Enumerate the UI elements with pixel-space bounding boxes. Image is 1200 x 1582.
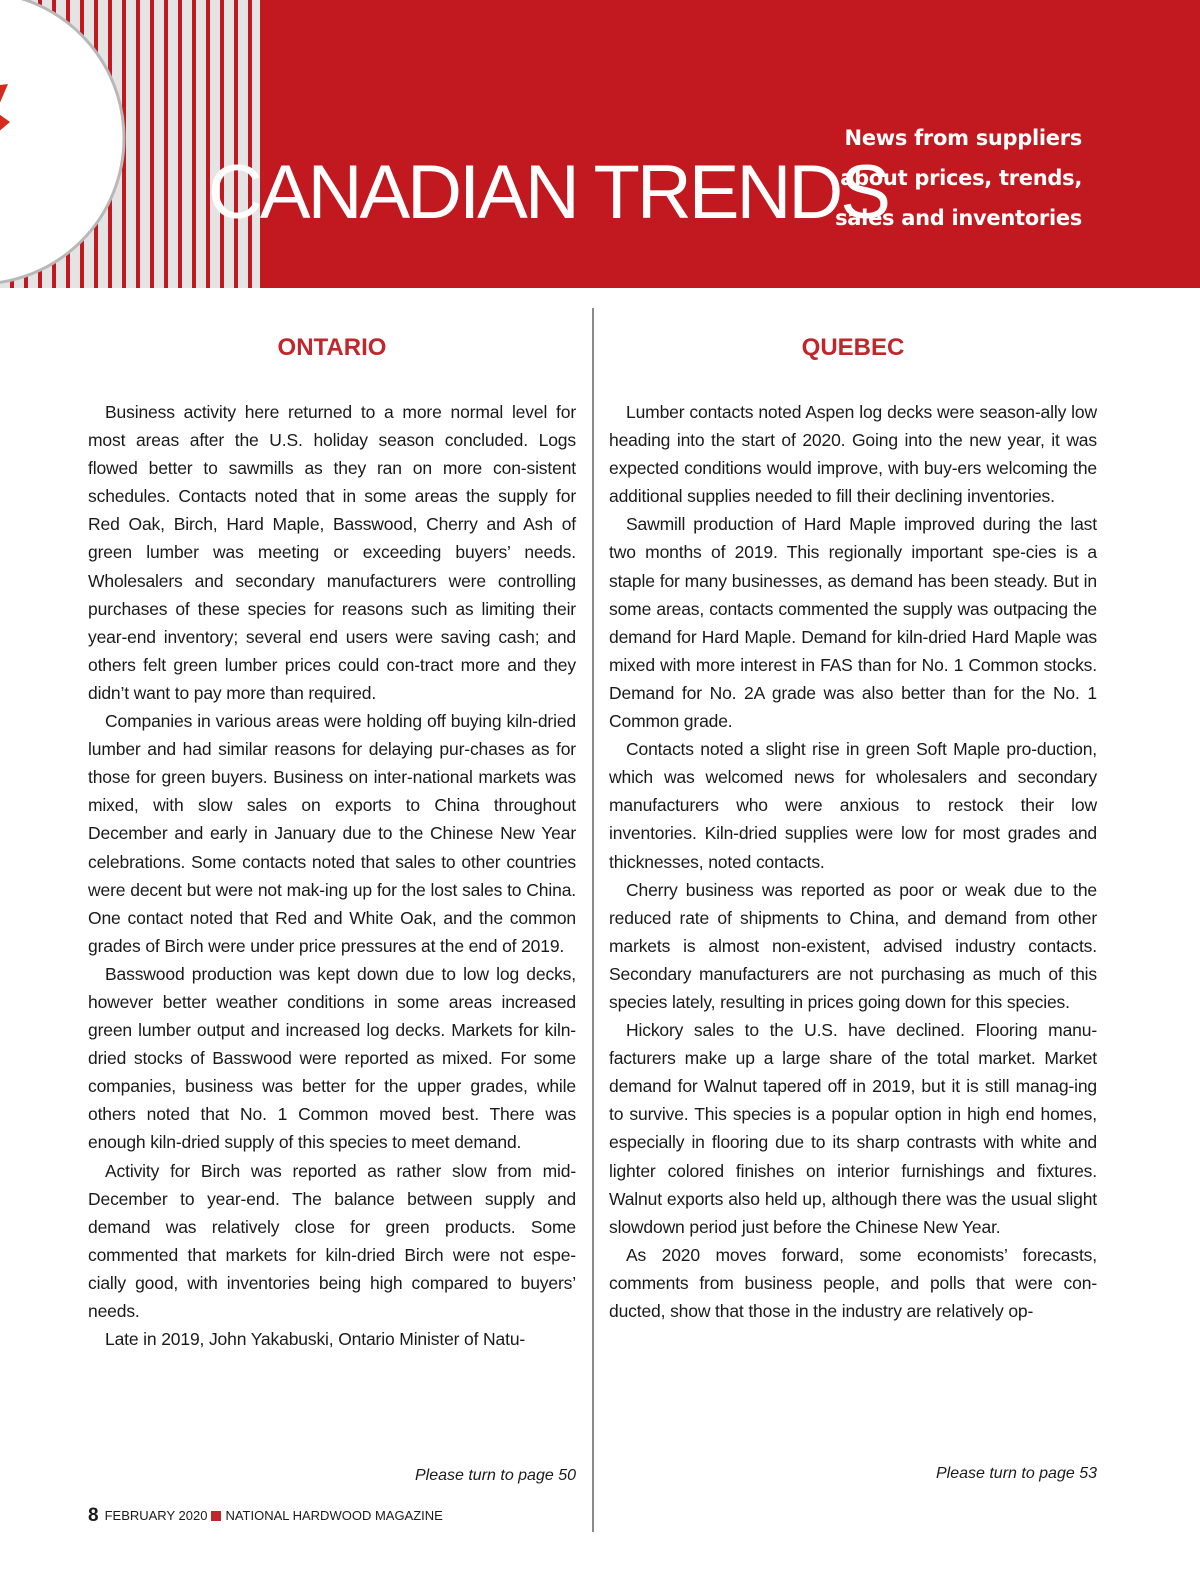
quebec-paragraph: Lumber contacts noted Aspen log decks were season-ally low heading into the start of 2020. Going into the new year, it was expected conditions would improve, with buy-ers welcoming the additional supplies needed to fill their declining inventories. <box>609 402 1097 507</box>
page-footer <box>88 1505 443 1527</box>
quebec-continued-link[interactable]: Please turn to page 53 <box>935 1465 1097 1482</box>
ontario-paragraph: Business activity here returned to a more normal level for most areas after the U.S. holiday season concluded. Logs flowed better to sawmills as they ran on more con-sistent schedules. Contacts noted that in some areas the supply for Red Oak, Birch, Hard Maple, Basswood, Cherry and Ash of green lumber was meeting or exceeding buyers’ needs. Wholesalers and secondary manufacturers were controlling purchases of these species for reasons such as limiting their year-end inventory; several end users were saving cash; and others felt green lumber prices could con-tract more and they didn’t want to pay more than required. <box>88 402 576 703</box>
maple-leaf-icon <box>0 0 130 288</box>
ontario-paragraph: Basswood production was kept down due to low log decks, however better weather conditions in some areas increased green lumber output and increased log decks. Markets for kiln-dried stocks of Basswood were reported as mixed. For some companies, business was better for the upper grades, while others noted that No. 1 Common moved best. There was enough kiln-dried supply of this species to meet demand. <box>88 963 576 1153</box>
column-divider <box>592 308 594 1532</box>
ontario-column <box>88 332 576 1353</box>
quebec-paragraph: Hickory sales to the U.S. have declined. Flooring manu-facturers make up a large share of the total market. Market demand for Walnut tapered off in 2019, but it is still manag-ing to survive. This species is a popular option in high end homes, especially in flooring due to its sharp contrasts with white and lighter colored finishes on interior furnishings and fixtures. Walnut exports also held up, although there was the usual slight slowdown period just before the Chinese New Year. <box>609 1020 1097 1237</box>
ontario-continued-link[interactable]: Please turn to page 50 <box>414 1467 576 1484</box>
magazine-name: NATIONAL HARDWOOD MAGAZINE <box>225 1508 443 1523</box>
page-number: 8 <box>88 1505 99 1526</box>
tagline-line: about prices, trends, <box>840 166 1082 190</box>
tagline-line: News from suppliers <box>844 126 1082 150</box>
header-tagline <box>822 118 1082 238</box>
quebec-heading: QUEBEC <box>801 334 905 361</box>
ontario-paragraph: Activity for Birch was reported as rather slow from mid-December to year-end. The balance between supply and demand was relatively close for green products. Some commented that markets for kiln-dried Birch were not espe-cially good, with inventories being high compared to buyers’ needs. <box>88 1160 576 1321</box>
quebec-paragraph: Sawmill production of Hard Maple improved during the last two months of 2019. This regionally important spe-cies is a staple for many businesses, as demand has been steady. But in some areas, contacts commented the supply was outpacing the demand for Hard Maple. Demand for kiln-dried Hard Maple was mixed with more interest in FAS than for No. 1 Common stocks. Demand for No. 2A grade was also better than for the No. 1 Common grade. <box>609 514 1097 732</box>
separator-square <box>211 1511 221 1521</box>
header-banner <box>0 0 1200 288</box>
ontario-heading: ONTARIO <box>277 334 387 361</box>
quebec-column <box>609 332 1097 1325</box>
quebec-paragraph: Contacts noted a slight rise in green Soft Maple pro-duction, which was welcomed news for wholesalers and secondary manufacturers who were anxious to restock their low inventories. Kiln-dried supplies were low for most grades and thicknesses, noted contacts. <box>609 739 1097 872</box>
tagline-line: sales and inventories <box>835 206 1082 230</box>
quebec-paragraph: As 2020 moves forward, some economists’ forecasts, comments from business people, and polls that were con-ducted, show that those in the industry are relatively op- <box>609 1244 1097 1321</box>
ontario-paragraph: Companies in various areas were holding off buying kiln-dried lumber and had similar reasons for delaying pur-chases as for those for green buyers. Business on inter-national markets was mixed, with slow sales on exports to China throughout December and early in January due to the Chinese New Year celebrations. Some contacts noted that sales to other countries were decent but were not mak-ing up for the lost sales to China. One contact noted that Red and White Oak, and the common grades of Birch were under price pressures at the end of 2019. <box>88 711 576 956</box>
issue-date: FEBRUARY 2020 <box>104 1508 208 1523</box>
ontario-paragraph: Late in 2019, John Yakabuski, Ontario Minister of Natu- <box>105 1329 526 1350</box>
quebec-paragraph: Cherry business was reported as poor or weak due to the reduced rate of shipments to China, and demand from other markets is almost non-existent, advised industry contacts. Secondary manufacturers are not purchasing as much of this species lately, resulting in prices going down for this species. <box>609 879 1097 1012</box>
page-title: CANADIAN TRENDS <box>208 150 888 235</box>
